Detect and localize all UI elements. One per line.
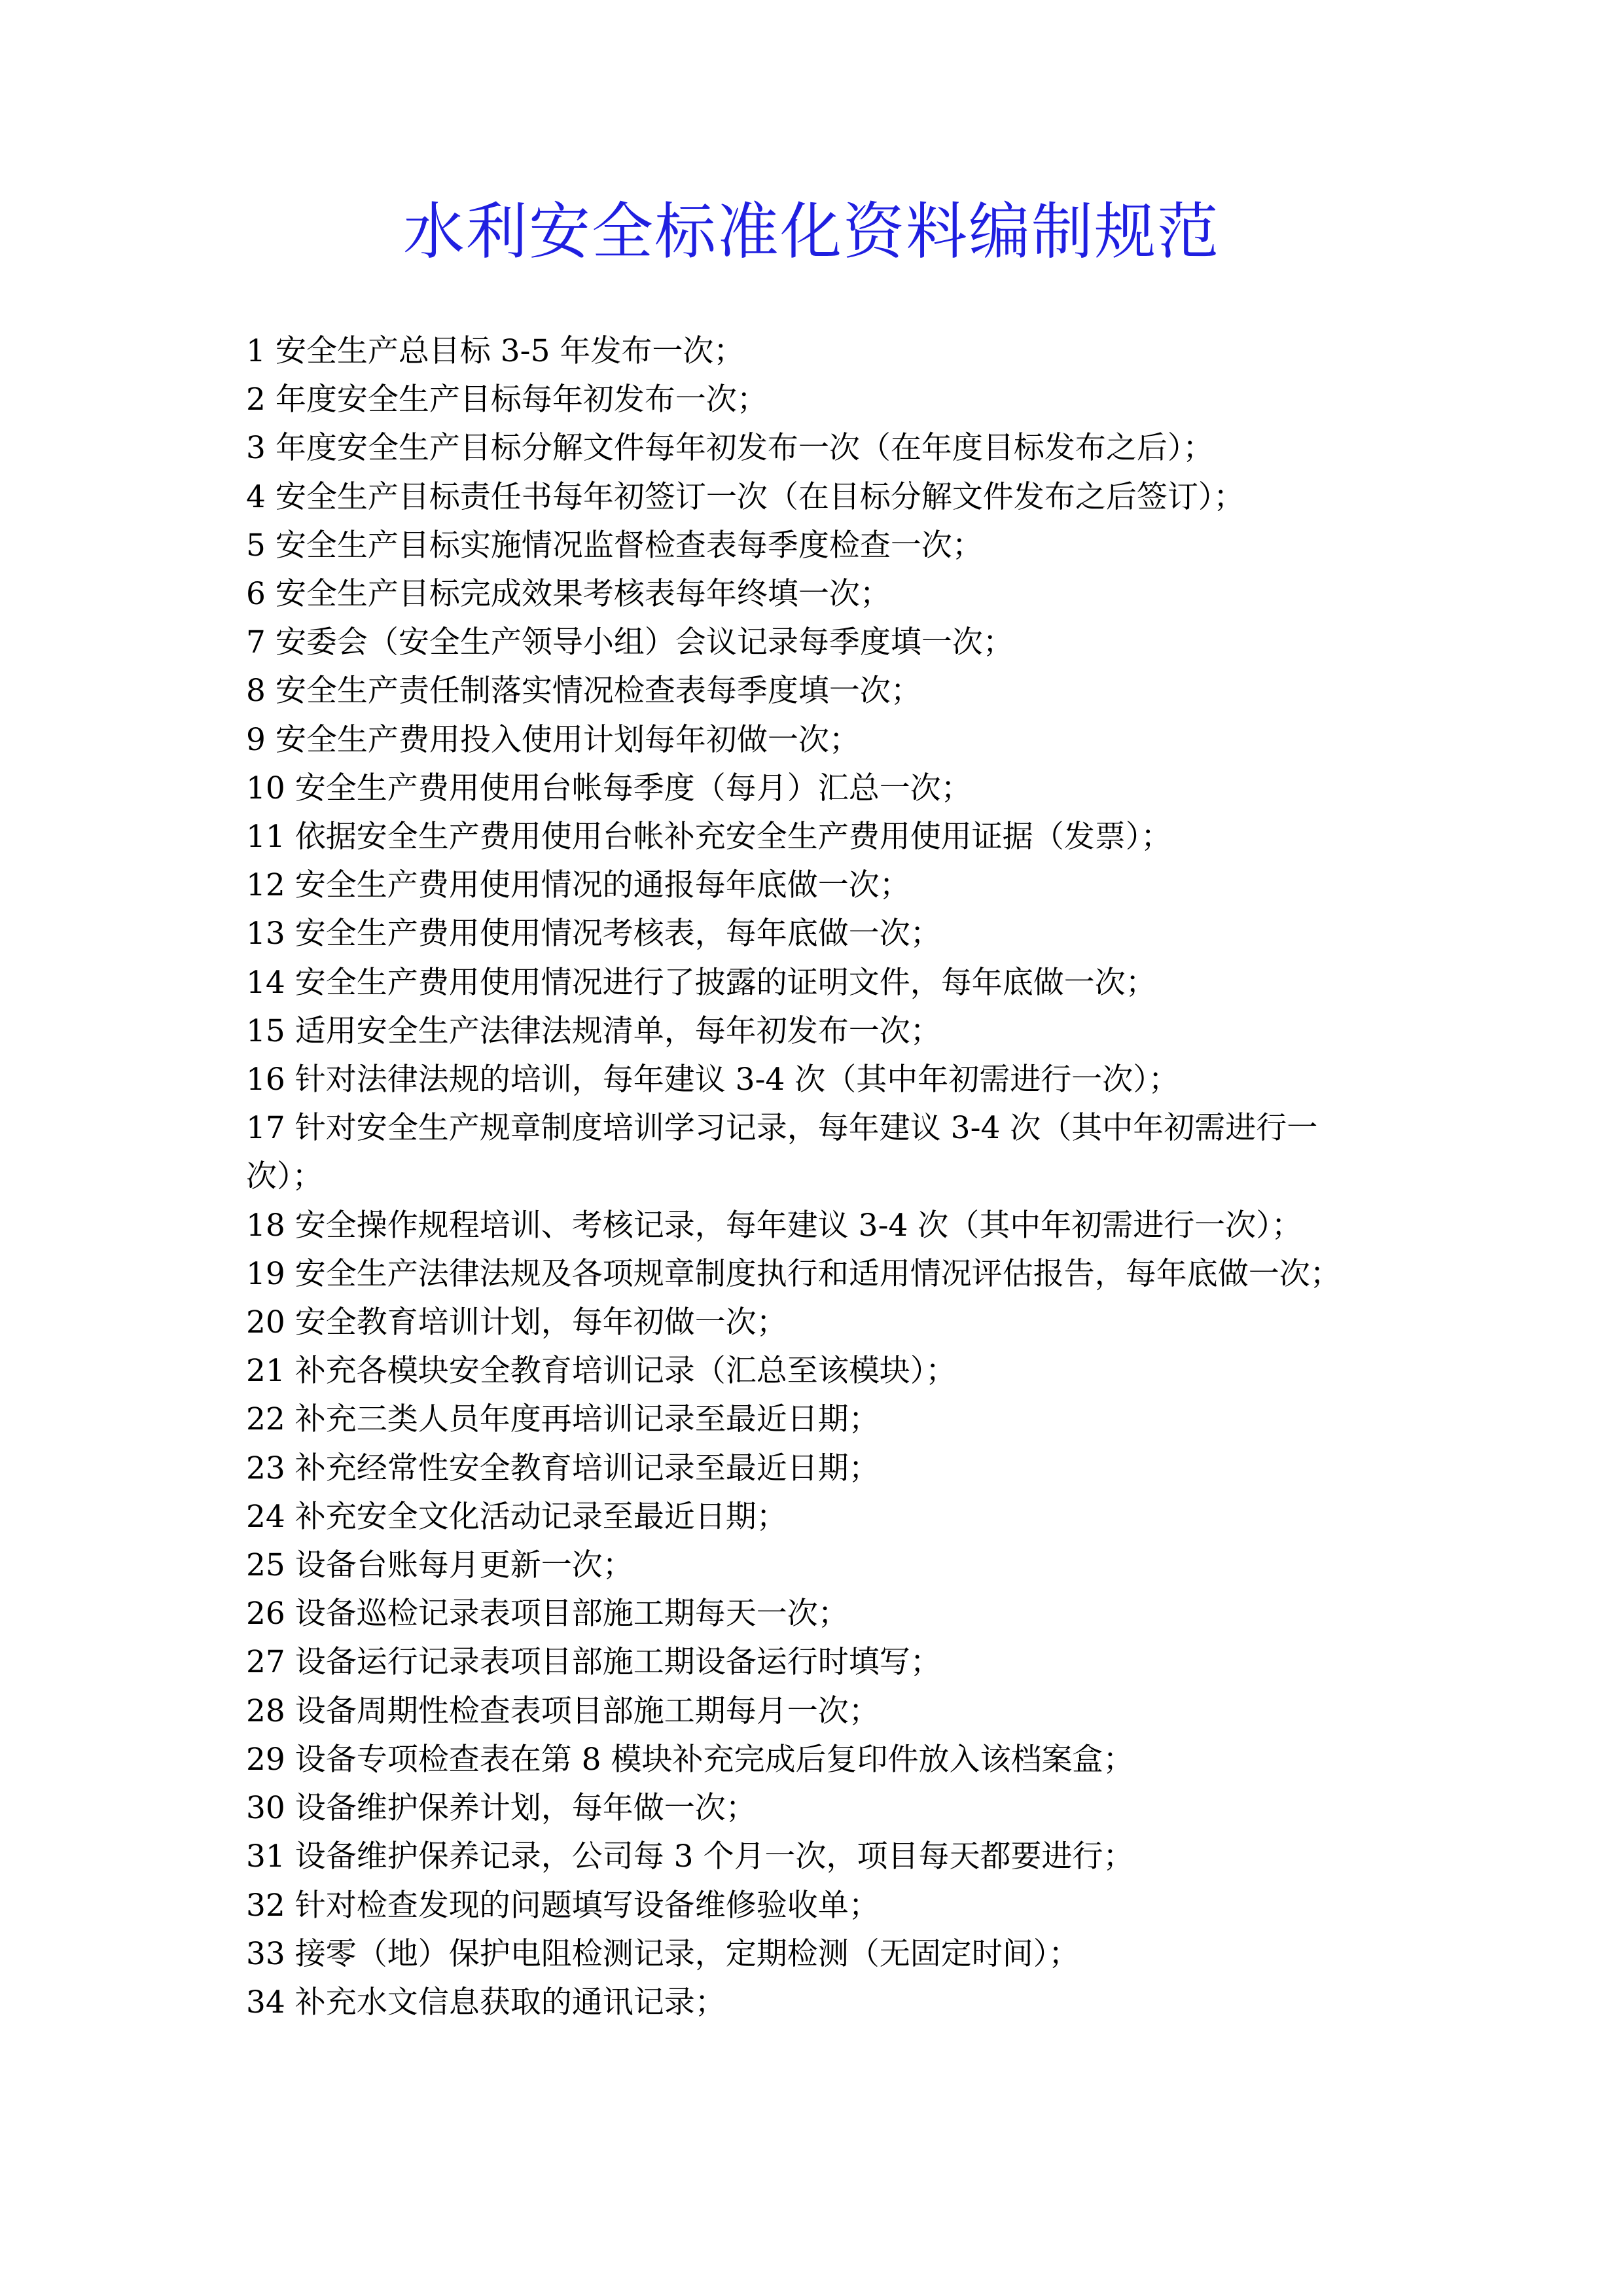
rule-list: [246, 327, 1391, 2027]
rule-item: 12 安全生产费用使用情况的通报每年底做一次；: [246, 867, 910, 904]
rule-item: 10 安全生产费用使用台帐每季度（每月）汇总一次；: [246, 770, 972, 806]
rule-item: 1 安全生产总目标 3-5 年发布一次；: [246, 333, 745, 369]
rule-item: 21 补充各模块安全教育培训记录（汇总至该模块）；: [246, 1353, 957, 1390]
rule-item: 8 安全生产责任制落实情况检查表每季度填一次；: [246, 673, 921, 709]
rule-item: 2 年度安全生产目标每年初发布一次；: [246, 382, 768, 418]
rule-item: 14 安全生产费用使用情况进行了披露的证明文件，每年底做一次；: [246, 964, 1156, 1001]
rule-item: 23 补充经常性安全教育培训记录至最近日期；: [246, 1450, 880, 1486]
rule-item: 6 安全生产目标完成效果考核表每年终填一次；: [246, 576, 891, 613]
rule-item: 4 安全生产目标责任书每年初签订一次（在目标分解文件发布之后签订）；: [246, 478, 1245, 515]
rule-item: 15 适用安全生产法律法规清单，每年初发布一次；: [246, 1013, 941, 1049]
page-title: 水利安全标准化资料编制规范: [402, 196, 1220, 268]
rule-item: 30 设备维护保养计划，每年做一次；: [246, 1790, 757, 1827]
rule-item: 20 安全教育培训计划，每年初做一次；: [246, 1304, 787, 1341]
rule-item: 32 针对检查发现的问题填写设备维修验收单；: [246, 1887, 880, 1924]
rule-item: 11 依据安全生产费用使用台帐补充安全生产费用使用证据（发票）；: [246, 819, 1172, 855]
rule-item: 5 安全生产目标实施情况监督检查表每季度检查一次；: [246, 527, 983, 564]
rule-item: 33 接零（地）保护电阻检测记录，定期检测（无固定时间）；: [246, 1935, 1080, 1972]
rule-item: 25 设备台账每月更新一次；: [246, 1547, 633, 1584]
rule-item: 24 补充安全文化活动记录至最近日期；: [246, 1498, 787, 1535]
rule-item: 3 年度安全生产目标分解文件每年初发布一次（在年度目标发布之后）；: [246, 430, 1214, 467]
rule-item: 13 安全生产费用使用情况考核表，每年底做一次；: [246, 916, 941, 952]
rule-item: 34 补充水文信息获取的通讯记录；: [246, 1984, 726, 2020]
rule-item: 18 安全操作规程培训、考核记录，每年建议 3-4 次（其中年初需进行一次）；: [246, 1207, 1302, 1244]
rule-item: 7 安委会（安全生产领导小组）会议记录每季度填一次；: [246, 624, 1014, 661]
rule-item: 17 针对安全生产规章制度培训学习记录，每年建议 3-4 次（其中年初需进行一次）；: [246, 1110, 1318, 1195]
rule-item: 9 安全生产费用投入使用计划每年初做一次；: [246, 721, 860, 758]
rule-item: 16 针对法律法规的培训，每年建议 3-4 次（其中年初需进行一次）；: [246, 1062, 1179, 1098]
rule-item: 27 设备运行记录表项目部施工期设备运行时填写；: [246, 1644, 941, 1681]
rule-item: 26 设备巡检记录表项目部施工期每天一次；: [246, 1596, 849, 1632]
rule-item: 19 安全生产法律法规及各项规章制度执行和适用情况评估报告，每年底做一次；: [246, 1255, 1341, 1292]
rule-item: 29 设备专项检查表在第 8 模块补充完成后复印件放入该档案盒；: [246, 1741, 1134, 1778]
rule-item: 22 补充三类人员年度再培训记录至最近日期；: [246, 1401, 880, 1438]
rule-item: 31 设备维护保养记录，公司每 3 个月一次，项目每天都要进行；: [246, 1839, 1134, 1875]
rule-item: 28 设备周期性检查表项目部施工期每月一次；: [246, 1693, 880, 1729]
